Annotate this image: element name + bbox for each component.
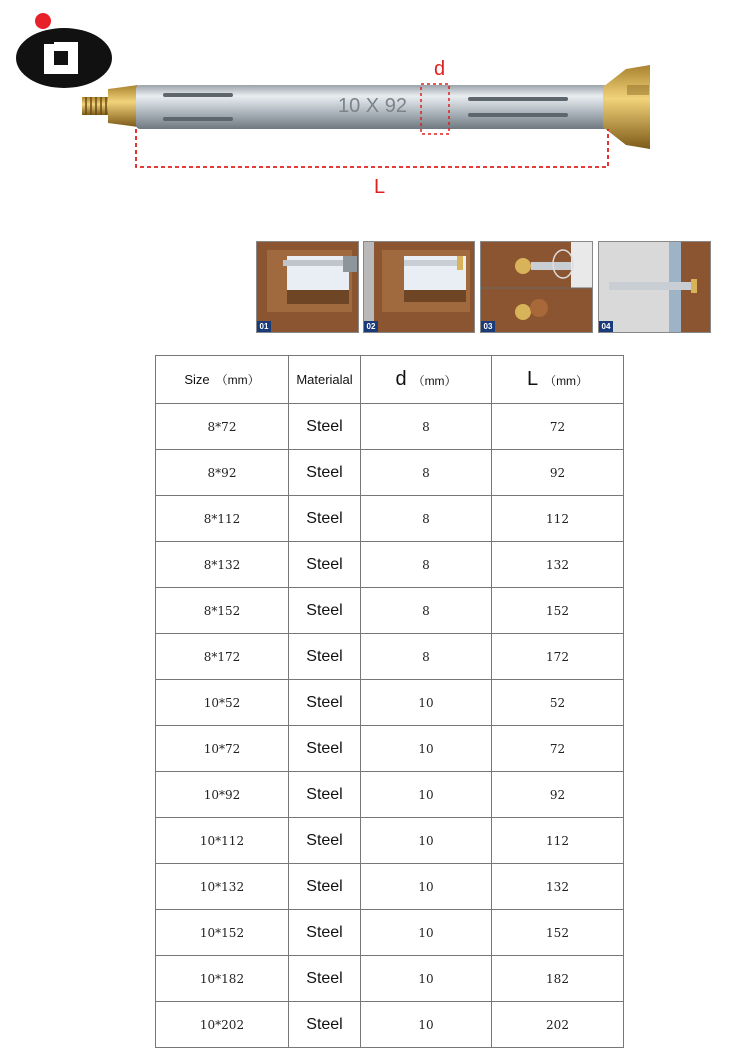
cell-size: 10*132 [156, 864, 289, 910]
table-row [156, 726, 624, 772]
cell-d: 10 [361, 772, 492, 818]
cell-size: 10*52 [156, 680, 289, 726]
installation-steps [256, 241, 711, 333]
cell-size: 10*202 [156, 1002, 289, 1048]
cell-d: 10 [361, 910, 492, 956]
dimension-L-label: L [374, 176, 386, 198]
dimension-d-label: d [434, 58, 446, 80]
header-L-label: L [526, 368, 539, 390]
cell-size: 8*92 [156, 450, 289, 496]
logo-red-dot [35, 13, 51, 29]
cell-L: 52 [492, 680, 624, 726]
cell-material: Steel [289, 818, 361, 864]
table-row [156, 956, 624, 1002]
table-row [156, 818, 624, 864]
install-step-1-number: 01 [257, 321, 271, 332]
cell-material: Steel [289, 450, 361, 496]
cell-material: Steel [289, 634, 361, 680]
cell-L: 72 [492, 404, 624, 450]
install-step-1 [256, 241, 359, 333]
sleeve-marking: 10 X 92 [338, 95, 407, 117]
header-L-unit: （mm） [544, 374, 589, 388]
table-row [156, 772, 624, 818]
header-size-label: Size [184, 371, 210, 387]
cell-L: 72 [492, 726, 624, 772]
cell-L: 112 [492, 818, 624, 864]
cell-L: 132 [492, 542, 624, 588]
cell-d: 10 [361, 956, 492, 1002]
header-material [289, 356, 361, 404]
install-step-3-number: 03 [481, 321, 495, 332]
table-row [156, 1002, 624, 1048]
header-d-unit: （mm） [412, 374, 457, 388]
install-step-4-number: 04 [599, 321, 613, 332]
cell-L: 152 [492, 910, 624, 956]
cell-L: 132 [492, 864, 624, 910]
cell-L: 152 [492, 588, 624, 634]
cell-material: Steel [289, 404, 361, 450]
cell-material: Steel [289, 772, 361, 818]
table-row [156, 404, 624, 450]
cell-d: 10 [361, 818, 492, 864]
table-row [156, 910, 624, 956]
header-d [361, 356, 492, 404]
cell-material: Steel [289, 496, 361, 542]
cell-size: 10*182 [156, 956, 289, 1002]
cell-material: Steel [289, 542, 361, 588]
cell-d: 8 [361, 404, 492, 450]
cell-size: 10*72 [156, 726, 289, 772]
table-row [156, 496, 624, 542]
cell-L: 112 [492, 496, 624, 542]
cell-material: Steel [289, 864, 361, 910]
cell-size: 10*112 [156, 818, 289, 864]
header-material-label: Materialal [296, 371, 353, 387]
header-size [156, 356, 289, 404]
cell-L: 92 [492, 450, 624, 496]
cell-material: Steel [289, 910, 361, 956]
cell-size: 10*92 [156, 772, 289, 818]
cell-size: 8*112 [156, 496, 289, 542]
cell-size: 8*152 [156, 588, 289, 634]
cell-d: 10 [361, 1002, 492, 1048]
install-step-2 [363, 241, 475, 333]
table-row [156, 864, 624, 910]
frame-anchor-illustration [78, 55, 658, 205]
cell-d: 8 [361, 542, 492, 588]
table-header-row [156, 356, 624, 404]
header-d-label: d [395, 368, 407, 390]
table-body [156, 404, 624, 1048]
cell-d: 10 [361, 680, 492, 726]
cell-d: 8 [361, 450, 492, 496]
install-step-4 [598, 241, 711, 333]
cell-size: 8*172 [156, 634, 289, 680]
cell-L: 202 [492, 1002, 624, 1048]
cell-material: Steel [289, 956, 361, 1002]
cell-material: Steel [289, 726, 361, 772]
table-row [156, 450, 624, 496]
cell-L: 182 [492, 956, 624, 1002]
cell-size: 8*132 [156, 542, 289, 588]
table-row [156, 542, 624, 588]
cell-d: 8 [361, 496, 492, 542]
size-spec-table [155, 355, 624, 1048]
cell-L: 92 [492, 772, 624, 818]
table-row [156, 680, 624, 726]
header-size-unit: （mm） [215, 372, 260, 387]
install-step-3 [480, 241, 593, 333]
table-row [156, 634, 624, 680]
install-step-2-number: 02 [364, 321, 378, 332]
header-L [492, 356, 624, 404]
cell-material: Steel [289, 1002, 361, 1048]
cell-material: Steel [289, 588, 361, 634]
cell-size: 10*152 [156, 910, 289, 956]
cell-d: 8 [361, 634, 492, 680]
cell-size: 8*72 [156, 404, 289, 450]
cell-d: 8 [361, 588, 492, 634]
cell-d: 10 [361, 726, 492, 772]
table-row [156, 588, 624, 634]
cell-material: Steel [289, 680, 361, 726]
cell-L: 172 [492, 634, 624, 680]
cell-d: 10 [361, 864, 492, 910]
